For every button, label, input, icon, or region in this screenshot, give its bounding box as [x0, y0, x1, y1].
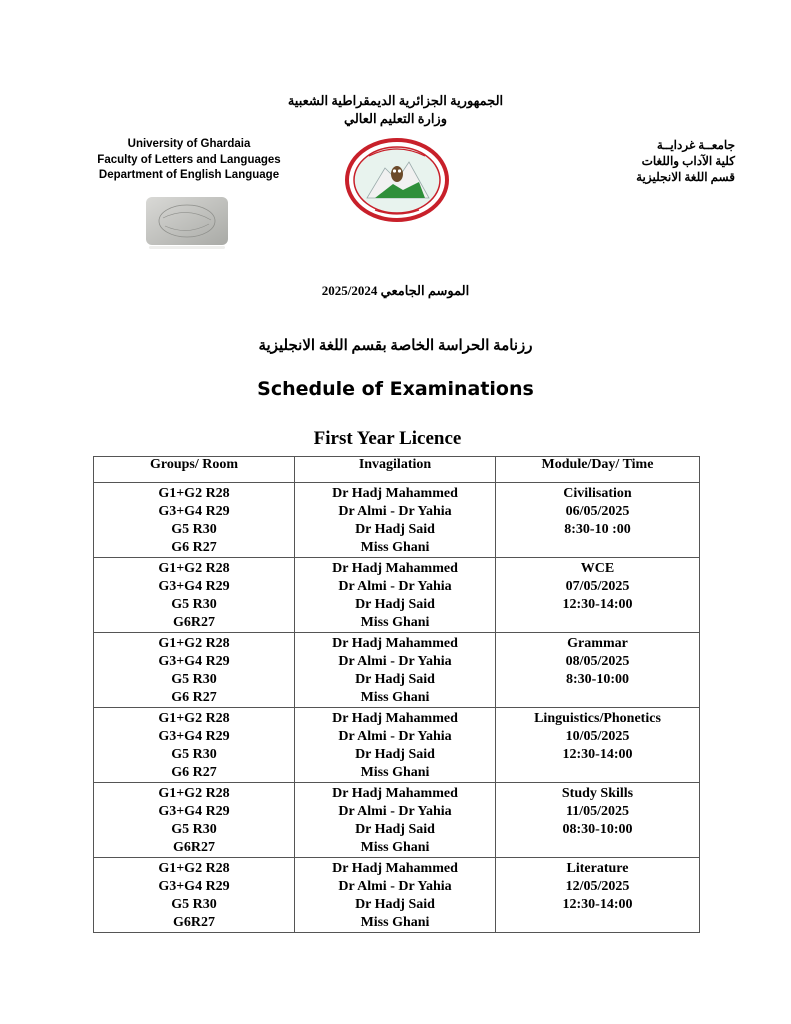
invigilator: Dr Hadj Said	[355, 597, 435, 612]
ministry-line: وزارة التعليم العالي	[343, 111, 447, 126]
module-name: Study Skills	[561, 786, 634, 801]
group-room: G6R27	[173, 615, 215, 630]
group-room: G6 R27	[171, 765, 217, 780]
module-name: Linguistics/Phonetics	[534, 711, 661, 726]
invigilator: Dr Hadj Said	[355, 822, 435, 837]
exam-time: 12:30-14:00	[562, 747, 633, 762]
invigilator: Dr Hadj Mahammed	[332, 711, 458, 726]
invigilator: Miss Ghani	[360, 915, 430, 930]
invigilator: Dr Hadj Said	[355, 522, 435, 537]
module-name: Grammar	[567, 636, 628, 651]
group-room: G6R27	[173, 840, 215, 855]
table-row	[94, 558, 700, 633]
groups-cell	[94, 633, 295, 708]
exam-time: 12:30-14:00	[562, 897, 633, 912]
exam-date: 06/05/2025	[565, 504, 630, 519]
group-room: G1+G2 R28	[158, 486, 230, 501]
invigilator: Dr Almi - Dr Yahia	[338, 504, 452, 519]
invigilator: Dr Hadj Said	[355, 747, 435, 762]
group-room: G5 R30	[171, 672, 217, 687]
exam-date: 07/05/2025	[565, 579, 630, 594]
invigilator: Miss Ghani	[360, 840, 430, 855]
groups-cell	[94, 708, 295, 783]
invigilation-cell	[295, 783, 496, 858]
invigilation-cell	[295, 708, 496, 783]
groups-cell	[94, 558, 295, 633]
exam-date: 08/05/2025	[565, 654, 630, 669]
exam-time: 08:30-10:00	[562, 822, 633, 837]
table-row	[94, 708, 700, 783]
invigilation-cell	[295, 633, 496, 708]
group-room: G6 R27	[171, 690, 217, 705]
arabic-title: رزنامة الحراسة الخاصة بقسم اللغة الانجليزية	[258, 338, 533, 354]
group-room: G3+G4 R29	[158, 729, 230, 744]
group-room: G6R27	[173, 915, 215, 930]
table-row	[94, 783, 700, 858]
table-header-row	[94, 457, 700, 483]
group-room: G3+G4 R29	[158, 804, 230, 819]
faculty-name-en: Faculty of Letters and Languages	[97, 153, 281, 166]
invigilator: Dr Almi - Dr Yahia	[338, 729, 452, 744]
invigilator: Dr Hadj Mahammed	[332, 861, 458, 876]
department-name-ar: قسم اللغة الانجليزية	[636, 170, 735, 184]
exam-date: 11/05/2025	[565, 804, 629, 819]
university-name-ar: جامعــة غردايــة	[656, 138, 735, 152]
invigilation-cell	[295, 558, 496, 633]
module-name: Civilisation	[563, 486, 632, 501]
exam-schedule-table	[93, 456, 700, 933]
invigilator: Dr Almi - Dr Yahia	[338, 654, 452, 669]
group-room: G3+G4 R29	[158, 579, 230, 594]
republic-line: الجمهورية الجزائرية الديمقراطية الشعبية	[287, 93, 504, 108]
group-room: G1+G2 R28	[158, 561, 230, 576]
group-room: G5 R30	[171, 597, 217, 612]
university-name-en: University of Ghardaia	[127, 138, 251, 150]
module-cell	[496, 708, 700, 783]
group-room: G5 R30	[171, 897, 217, 912]
invigilation-cell	[295, 483, 496, 558]
module-name: WCE	[580, 561, 615, 576]
academic-year: الموسم الجامعي 2025/2024	[321, 283, 470, 298]
schedule-title: Schedule of Examinations	[257, 378, 534, 400]
group-room: G5 R30	[171, 522, 217, 537]
group-room: G6 R27	[171, 540, 217, 555]
group-room: G1+G2 R28	[158, 861, 230, 876]
invigilator: Dr Almi - Dr Yahia	[338, 579, 452, 594]
arabic-national-header	[0, 92, 791, 128]
group-room: G5 R30	[171, 822, 217, 837]
column-header-invigilation: Invagilation	[295, 457, 496, 483]
invigilator: Dr Almi - Dr Yahia	[338, 879, 452, 894]
module-cell	[496, 858, 700, 933]
exam-time: 12:30-14:00	[562, 597, 633, 612]
faculty-name-ar: كلية الآداب واللغات	[641, 154, 735, 168]
table-row	[94, 633, 700, 708]
module-cell	[496, 558, 700, 633]
group-room: G3+G4 R29	[158, 879, 230, 894]
group-room: G1+G2 R28	[158, 636, 230, 651]
invigilator: Dr Hadj Mahammed	[332, 486, 458, 501]
groups-cell	[94, 858, 295, 933]
module-cell	[496, 483, 700, 558]
invigilator: Dr Almi - Dr Yahia	[338, 804, 452, 819]
table-row	[94, 483, 700, 558]
exam-time: 8:30-10:00	[566, 672, 629, 687]
groups-cell	[94, 483, 295, 558]
university-logo	[345, 138, 449, 222]
module-cell	[496, 633, 700, 708]
module-cell	[496, 783, 700, 858]
invigilator: Miss Ghani	[360, 690, 430, 705]
exam-date: 10/05/2025	[565, 729, 630, 744]
official-stamp	[145, 196, 229, 250]
department-name-en: Department of English Language	[98, 169, 280, 181]
column-header-groups: Groups/ Room	[94, 457, 295, 483]
english-institution-header	[84, 137, 294, 184]
group-room: G1+G2 R28	[158, 786, 230, 801]
invigilation-cell	[295, 858, 496, 933]
invigilator: Dr Hadj Said	[355, 672, 435, 687]
invigilator: Dr Hadj Mahammed	[332, 561, 458, 576]
level-title: First Year Licence	[313, 428, 462, 449]
group-room: G3+G4 R29	[158, 654, 230, 669]
invigilator: Dr Hadj Said	[355, 897, 435, 912]
invigilator: Dr Hadj Mahammed	[332, 786, 458, 801]
invigilator: Dr Hadj Mahammed	[332, 636, 458, 651]
invigilator: Miss Ghani	[360, 615, 430, 630]
group-room: G1+G2 R28	[158, 711, 230, 726]
group-room: G3+G4 R29	[158, 504, 230, 519]
module-name: Literature	[566, 861, 629, 876]
groups-cell	[94, 783, 295, 858]
column-header-module: Module/Day/ Time	[496, 457, 700, 483]
invigilator: Miss Ghani	[360, 765, 430, 780]
group-room: G5 R30	[171, 747, 217, 762]
exam-time: 8:30-10 :00	[564, 522, 631, 537]
arabic-institution-header	[560, 137, 735, 185]
table-row	[94, 858, 700, 933]
invigilator: Miss Ghani	[360, 540, 430, 555]
exam-date: 12/05/2025	[565, 879, 630, 894]
